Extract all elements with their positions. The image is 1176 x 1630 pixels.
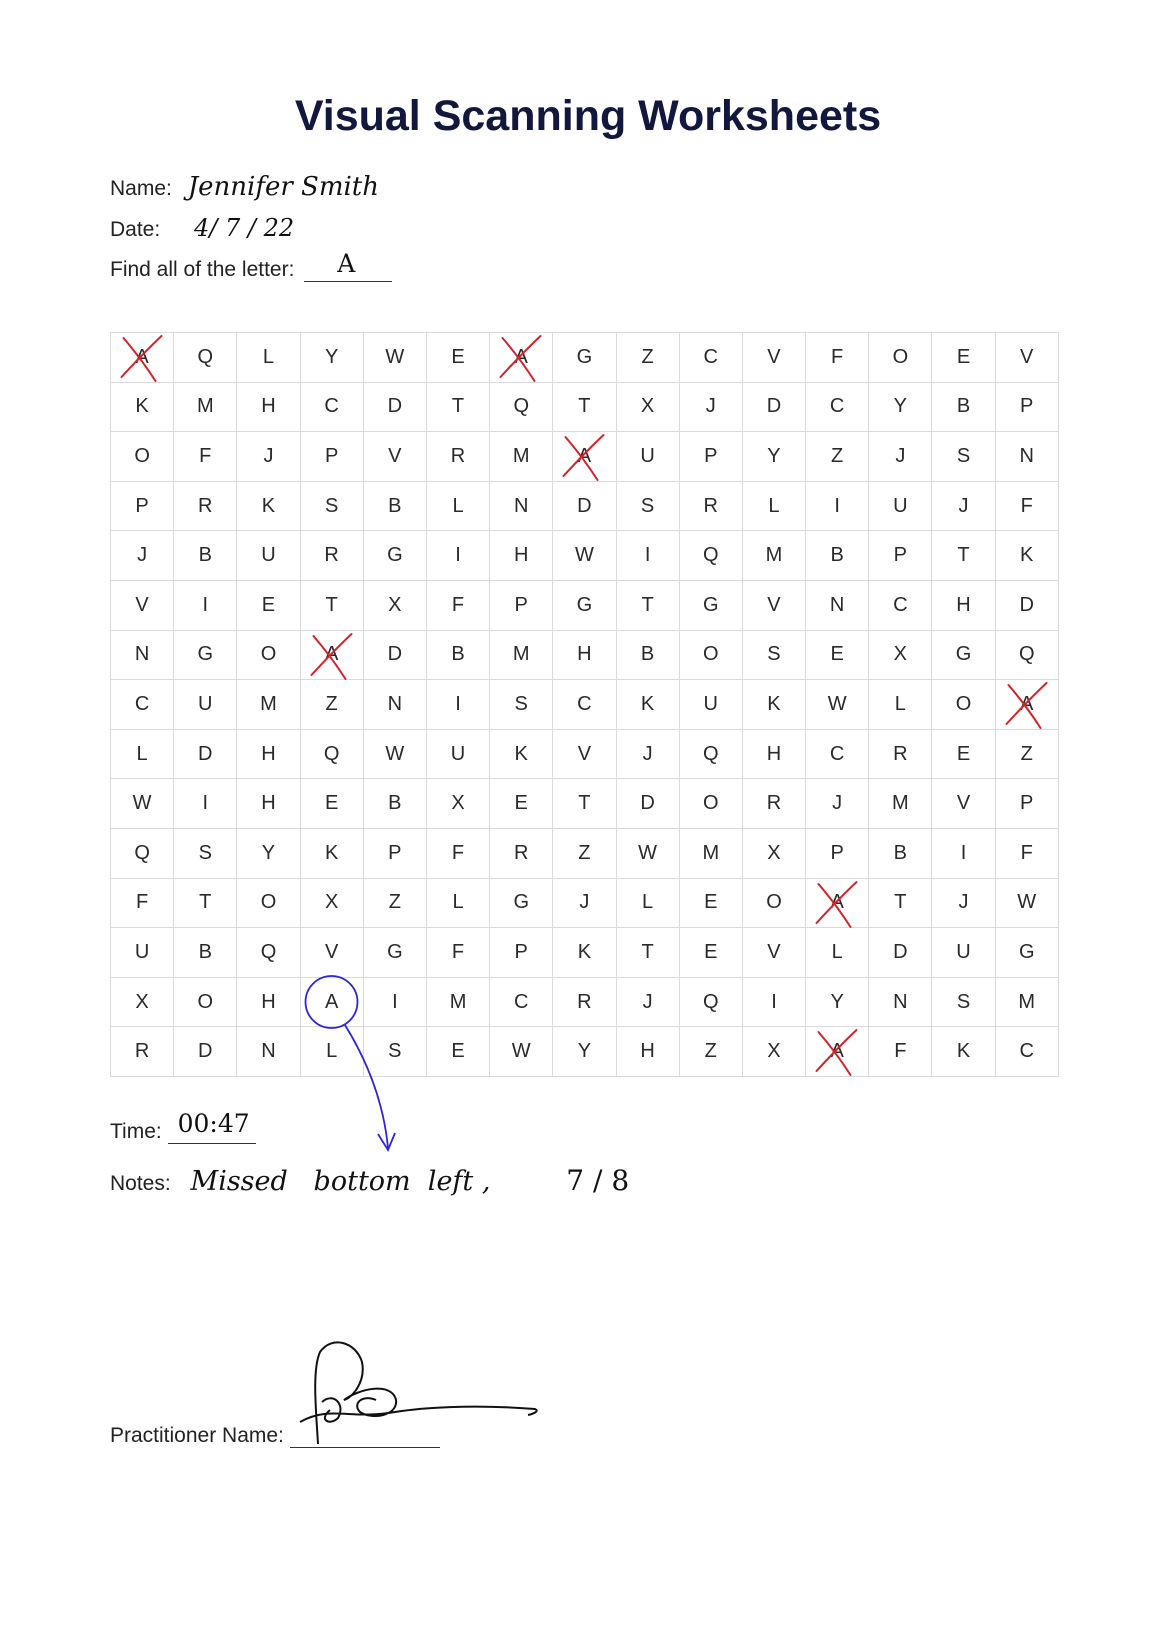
grid-row — [111, 630, 1059, 680]
grid-cell: X — [742, 1027, 805, 1077]
grid-cell: H — [237, 729, 300, 779]
grid-cell: R — [300, 531, 363, 581]
grid-cell: A — [806, 878, 869, 928]
grid-cell: V — [111, 580, 174, 630]
grid-cell: V — [742, 580, 805, 630]
grid-cell: Y — [237, 828, 300, 878]
grid-cell: C — [806, 382, 869, 432]
grid-cell: F — [426, 928, 489, 978]
grid-cell: Y — [300, 333, 363, 383]
grid-cell: D — [174, 1027, 237, 1077]
grid-cell: U — [111, 928, 174, 978]
grid-row — [111, 1027, 1059, 1077]
grid-cell: N — [995, 432, 1058, 482]
grid-cell: M — [490, 432, 553, 482]
grid-cell: M — [426, 977, 489, 1027]
grid-cell: V — [932, 779, 995, 829]
grid-cell: O — [742, 878, 805, 928]
grid-cell: E — [237, 580, 300, 630]
grid-cell: I — [616, 531, 679, 581]
grid-cell: E — [426, 1027, 489, 1077]
notes-field — [110, 1164, 629, 1197]
grid-cell: C — [300, 382, 363, 432]
grid-cell: J — [806, 779, 869, 829]
grid-cell: L — [869, 680, 932, 730]
grid-row — [111, 333, 1059, 383]
grid-cell: T — [553, 382, 616, 432]
grid-row — [111, 531, 1059, 581]
grid-row — [111, 729, 1059, 779]
grid-cell: P — [490, 928, 553, 978]
grid-cell: K — [742, 680, 805, 730]
grid-cell: J — [869, 432, 932, 482]
grid-cell: I — [426, 531, 489, 581]
grid-cell: I — [742, 977, 805, 1027]
grid-cell: T — [932, 531, 995, 581]
time-value: 00:47 — [177, 1109, 250, 1138]
grid-cell: Q — [679, 531, 742, 581]
grid-cell: I — [932, 828, 995, 878]
grid-cell: N — [806, 580, 869, 630]
grid-cell: D — [616, 779, 679, 829]
grid-cell: M — [490, 630, 553, 680]
grid-cell: K — [490, 729, 553, 779]
name-field — [110, 172, 379, 202]
notes-score: 7 / 8 — [566, 1164, 630, 1197]
grid-cell: H — [742, 729, 805, 779]
grid-cell: Q — [300, 729, 363, 779]
grid-cell: N — [490, 481, 553, 531]
find-label: Find all of the letter: — [110, 258, 295, 281]
grid-cell: B — [363, 481, 426, 531]
grid-cell: V — [553, 729, 616, 779]
arrow-head-icon — [378, 1133, 395, 1150]
grid-cell: L — [111, 729, 174, 779]
grid-cell: F — [806, 333, 869, 383]
grid-cell: K — [111, 382, 174, 432]
grid-cell: H — [490, 531, 553, 581]
grid-cell: Z — [553, 828, 616, 878]
grid-cell: D — [363, 382, 426, 432]
grid-cell: R — [426, 432, 489, 482]
grid-cell: W — [995, 878, 1058, 928]
grid-cell: D — [742, 382, 805, 432]
grid-cell: B — [174, 928, 237, 978]
grid-cell: S — [742, 630, 805, 680]
grid-cell: G — [679, 580, 742, 630]
notes-label: Notes: — [110, 1172, 171, 1195]
grid-cell: J — [932, 878, 995, 928]
grid-cell: Z — [806, 432, 869, 482]
grid-cell: P — [490, 580, 553, 630]
grid-cell: O — [237, 630, 300, 680]
grid-cell: A — [995, 680, 1058, 730]
grid-cell: S — [616, 481, 679, 531]
grid-cell: Z — [679, 1027, 742, 1077]
grid-cell: J — [111, 531, 174, 581]
grid-cell: F — [426, 828, 489, 878]
grid-cell: T — [869, 878, 932, 928]
grid-cell: C — [806, 729, 869, 779]
grid-cell: S — [300, 481, 363, 531]
grid-row — [111, 977, 1059, 1027]
grid-cell: N — [111, 630, 174, 680]
grid-cell: M — [742, 531, 805, 581]
grid-cell: X — [426, 779, 489, 829]
grid-cell: S — [932, 977, 995, 1027]
grid-cell: E — [806, 630, 869, 680]
grid-cell: W — [111, 779, 174, 829]
grid-cell: G — [363, 928, 426, 978]
grid-cell: M — [174, 382, 237, 432]
grid-cell: G — [553, 580, 616, 630]
grid-cell: Q — [679, 977, 742, 1027]
grid-cell: D — [995, 580, 1058, 630]
grid-cell: R — [679, 481, 742, 531]
grid-cell: C — [490, 977, 553, 1027]
grid-cell: W — [363, 729, 426, 779]
grid-cell: H — [932, 580, 995, 630]
grid-cell: A — [553, 432, 616, 482]
grid-row — [111, 828, 1059, 878]
grid-cell: G — [995, 928, 1058, 978]
grid-cell: B — [869, 828, 932, 878]
grid-cell: V — [742, 333, 805, 383]
grid-cell: I — [806, 481, 869, 531]
grid-cell: E — [679, 928, 742, 978]
grid-cell: T — [616, 928, 679, 978]
grid-cell: X — [742, 828, 805, 878]
grid-cell: X — [111, 977, 174, 1027]
grid-cell: Z — [616, 333, 679, 383]
grid-cell: E — [490, 779, 553, 829]
grid-cell: X — [616, 382, 679, 432]
grid-cell: K — [932, 1027, 995, 1077]
grid-cell: B — [932, 382, 995, 432]
grid-cell: R — [869, 729, 932, 779]
grid-cell: A — [111, 333, 174, 383]
grid-cell: P — [111, 481, 174, 531]
grid-cell: Q — [111, 828, 174, 878]
grid-cell: H — [553, 630, 616, 680]
grid-cell: R — [553, 977, 616, 1027]
grid-cell: Z — [363, 878, 426, 928]
time-field — [110, 1109, 256, 1144]
grid-cell: M — [679, 828, 742, 878]
grid-cell: P — [869, 531, 932, 581]
grid-cell: J — [932, 481, 995, 531]
grid-cell: O — [679, 630, 742, 680]
grid-cell: W — [490, 1027, 553, 1077]
grid-cell: O — [174, 977, 237, 1027]
grid-cell: W — [553, 531, 616, 581]
grid-cell: J — [679, 382, 742, 432]
grid-cell: D — [174, 729, 237, 779]
grid-cell: K — [616, 680, 679, 730]
grid-cell: M — [237, 680, 300, 730]
grid-row — [111, 432, 1059, 482]
name-value: Jennifer Smith — [187, 172, 379, 202]
grid-cell: K — [995, 531, 1058, 581]
grid-cell: Y — [553, 1027, 616, 1077]
grid-cell: O — [111, 432, 174, 482]
grid-cell: L — [426, 878, 489, 928]
grid-cell: E — [300, 779, 363, 829]
grid-cell: W — [616, 828, 679, 878]
grid-cell: U — [869, 481, 932, 531]
grid-cell: U — [616, 432, 679, 482]
grid-row — [111, 680, 1059, 730]
grid-cell: L — [616, 878, 679, 928]
grid-cell: P — [995, 382, 1058, 432]
grid-cell: L — [237, 333, 300, 383]
grid-cell: E — [932, 333, 995, 383]
grid-cell: B — [174, 531, 237, 581]
grid-cell: H — [616, 1027, 679, 1077]
grid-cell: Q — [995, 630, 1058, 680]
grid-cell: D — [553, 481, 616, 531]
grid-cell: P — [995, 779, 1058, 829]
grid-cell: W — [363, 333, 426, 383]
grid-cell: F — [111, 878, 174, 928]
grid-cell: F — [426, 580, 489, 630]
grid-cell: H — [237, 382, 300, 432]
grid-cell: Y — [806, 977, 869, 1027]
grid-cell: K — [553, 928, 616, 978]
date-label: Date: — [110, 218, 161, 241]
grid-cell: I — [174, 580, 237, 630]
grid-cell: T — [300, 580, 363, 630]
grid-cell: Q — [174, 333, 237, 383]
grid-cell: U — [932, 928, 995, 978]
time-label: Time: — [110, 1120, 162, 1143]
grid-cell: F — [174, 432, 237, 482]
grid-cell: U — [426, 729, 489, 779]
find-letter-value: A — [337, 249, 356, 278]
grid-cell: L — [300, 1027, 363, 1077]
grid-row — [111, 382, 1059, 432]
find-letter-field — [110, 249, 392, 282]
grid-cell: Y — [869, 382, 932, 432]
grid-cell: A — [300, 630, 363, 680]
grid-cell: J — [616, 977, 679, 1027]
grid-cell: V — [300, 928, 363, 978]
grid-cell: I — [426, 680, 489, 730]
grid-cell: U — [174, 680, 237, 730]
name-label: Name: — [110, 177, 172, 200]
grid-cell: N — [237, 1027, 300, 1077]
grid-cell: R — [111, 1027, 174, 1077]
grid-cell: L — [806, 928, 869, 978]
grid-row — [111, 481, 1059, 531]
grid-cell: C — [869, 580, 932, 630]
grid-cell: D — [363, 630, 426, 680]
grid-cell: R — [174, 481, 237, 531]
grid-cell: I — [363, 977, 426, 1027]
date-value: 4/ 7 / 22 — [194, 214, 295, 242]
notes-value: Missed bottom left , — [190, 1166, 491, 1197]
grid-cell: T — [553, 779, 616, 829]
grid-cell: R — [490, 828, 553, 878]
grid-cell: M — [869, 779, 932, 829]
grid-cell: X — [363, 580, 426, 630]
grid-cell: O — [932, 680, 995, 730]
grid-cell: O — [679, 779, 742, 829]
grid-cell: K — [300, 828, 363, 878]
grid-cell: M — [995, 977, 1058, 1027]
grid-cell: O — [869, 333, 932, 383]
grid-cell: L — [742, 481, 805, 531]
grid-cell: T — [174, 878, 237, 928]
time-blank — [168, 1109, 256, 1144]
grid-cell: E — [932, 729, 995, 779]
grid-cell: X — [300, 878, 363, 928]
grid-cell: P — [806, 828, 869, 878]
grid-cell: F — [869, 1027, 932, 1077]
practitioner-field — [110, 1424, 440, 1448]
grid-cell: L — [426, 481, 489, 531]
grid-cell: P — [679, 432, 742, 482]
grid-cell: E — [679, 878, 742, 928]
grid-cell: T — [616, 580, 679, 630]
grid-cell: B — [616, 630, 679, 680]
grid-cell: G — [490, 878, 553, 928]
grid-cell: A — [300, 977, 363, 1027]
grid-cell: P — [363, 828, 426, 878]
grid-cell: I — [174, 779, 237, 829]
grid-cell: C — [553, 680, 616, 730]
grid-cell: V — [742, 928, 805, 978]
grid-cell: G — [363, 531, 426, 581]
grid-row — [111, 878, 1059, 928]
grid-cell: J — [237, 432, 300, 482]
grid-cell: N — [869, 977, 932, 1027]
practitioner-blank — [290, 1427, 440, 1448]
grid-cell: Q — [679, 729, 742, 779]
practitioner-label: Practitioner Name: — [110, 1424, 284, 1447]
grid-cell: J — [553, 878, 616, 928]
letter-grid — [110, 332, 1059, 1077]
grid-cell: V — [363, 432, 426, 482]
grid-cell: N — [363, 680, 426, 730]
grid-cell: U — [237, 531, 300, 581]
grid-cell: H — [237, 977, 300, 1027]
grid-cell: B — [363, 779, 426, 829]
grid-row — [111, 779, 1059, 829]
grid-cell: G — [932, 630, 995, 680]
grid-cell: O — [237, 878, 300, 928]
grid-cell: Y — [742, 432, 805, 482]
grid-cell: G — [553, 333, 616, 383]
grid-cell: W — [806, 680, 869, 730]
grid-cell: R — [742, 779, 805, 829]
worksheet-title: Visual Scanning Worksheets — [294, 92, 882, 140]
grid-cell: V — [995, 333, 1058, 383]
grid-cell: K — [237, 481, 300, 531]
grid-row — [111, 580, 1059, 630]
grid-cell: Z — [300, 680, 363, 730]
grid-cell: J — [616, 729, 679, 779]
grid-cell: S — [174, 828, 237, 878]
grid-cell: C — [995, 1027, 1058, 1077]
grid-cell: D — [869, 928, 932, 978]
grid-cell: B — [806, 531, 869, 581]
grid-cell: X — [869, 630, 932, 680]
find-letter-blank — [304, 249, 392, 282]
grid-cell: S — [363, 1027, 426, 1077]
grid-cell: Q — [237, 928, 300, 978]
grid-cell: B — [426, 630, 489, 680]
grid-cell: T — [426, 382, 489, 432]
grid-row — [111, 928, 1059, 978]
grid-cell: A — [806, 1027, 869, 1077]
grid-cell: F — [995, 481, 1058, 531]
grid-cell: H — [237, 779, 300, 829]
grid-cell: G — [174, 630, 237, 680]
grid-cell: C — [679, 333, 742, 383]
date-field — [110, 214, 294, 242]
grid-cell: Q — [490, 382, 553, 432]
grid-cell: U — [679, 680, 742, 730]
grid-cell: Z — [995, 729, 1058, 779]
grid-cell: C — [111, 680, 174, 730]
grid-cell: E — [426, 333, 489, 383]
grid-cell: P — [300, 432, 363, 482]
grid-cell: S — [490, 680, 553, 730]
grid-cell: F — [995, 828, 1058, 878]
grid-cell: S — [932, 432, 995, 482]
grid-cell: A — [490, 333, 553, 383]
